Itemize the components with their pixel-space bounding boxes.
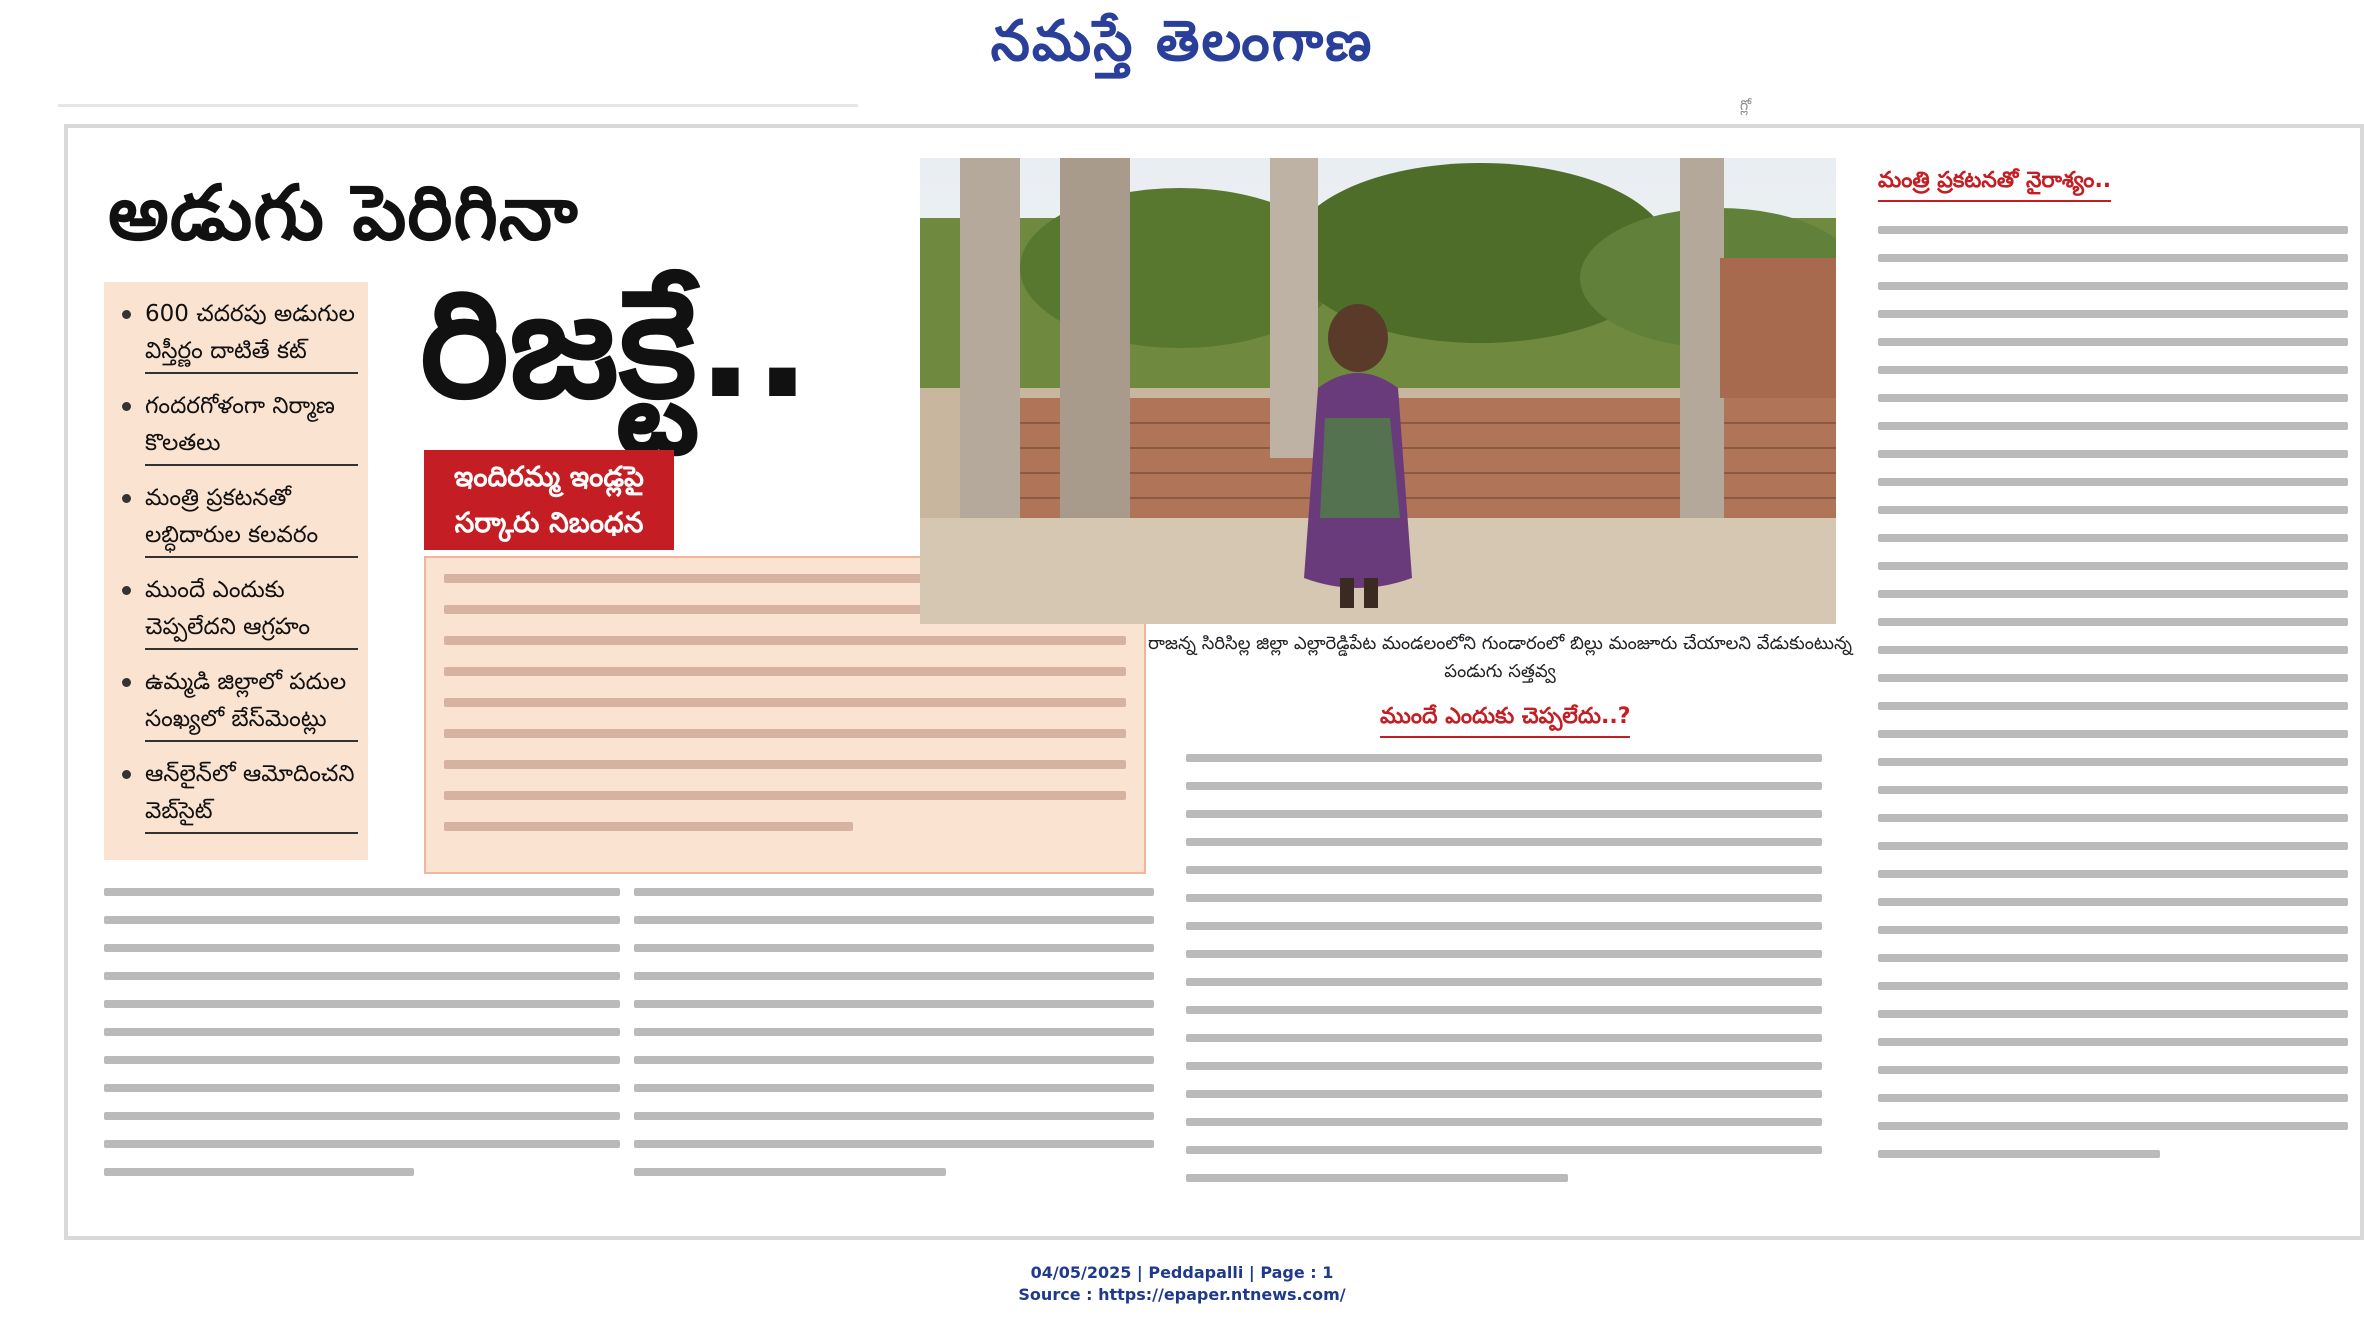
bullet-text: మంత్రి ప్రకటనతో లబ్ధిదారుల కలవరం	[145, 480, 358, 558]
text-line	[104, 1028, 620, 1036]
text-line	[1878, 646, 2348, 654]
bullet-dot-icon	[122, 770, 131, 779]
bullet-item	[122, 480, 358, 558]
text-line	[1186, 810, 1822, 818]
text-line	[104, 1112, 620, 1120]
text-line	[1878, 394, 2348, 402]
bullet-item	[122, 388, 358, 466]
text-line	[634, 1112, 1154, 1120]
bullet-dot-icon	[122, 494, 131, 503]
text-line	[104, 972, 620, 980]
text-line	[1878, 618, 2348, 626]
text-line	[1186, 950, 1822, 958]
text-line	[1878, 506, 2348, 514]
bullet-text: 600 చదరపు అడుగుల విస్తీర్ణం దాటితే కట్	[145, 296, 358, 374]
text-line	[1186, 866, 1822, 874]
text-line	[1878, 1122, 2348, 1130]
photo-image	[920, 158, 1836, 624]
bullet-item	[122, 756, 358, 834]
text-line	[444, 791, 1126, 800]
text-line	[1186, 1118, 1822, 1126]
bullet-item	[122, 296, 358, 374]
text-line	[634, 1056, 1154, 1064]
text-line	[634, 1028, 1154, 1036]
text-line	[1878, 422, 2348, 430]
text-line	[1878, 954, 2348, 962]
text-line	[1878, 366, 2348, 374]
text-line	[1186, 838, 1822, 846]
text-line	[1878, 674, 2348, 682]
bullet-text: ఆన్‌లైన్‌లో ఆమోదించని వెబ్‌సైట్	[145, 756, 358, 834]
footer-line1: 04/05/2025 | Peddapalli | Page : 1	[1030, 1263, 1334, 1282]
text-line	[444, 667, 1126, 676]
text-line	[104, 1140, 620, 1148]
headline-line2: రిజక్టే..	[420, 258, 811, 432]
text-line	[1878, 898, 2348, 906]
bullet-box	[104, 282, 368, 860]
text-line	[1186, 1006, 1822, 1014]
footer	[0, 1262, 2364, 1306]
text-line	[634, 972, 1154, 980]
text-line	[104, 916, 620, 924]
text-line	[1878, 450, 2348, 458]
text-line	[104, 1000, 620, 1008]
text-line	[1186, 922, 1822, 930]
badge	[424, 450, 674, 550]
text-line	[1878, 338, 2348, 346]
bullet-dot-icon	[122, 678, 131, 687]
text-line	[1878, 1094, 2348, 1102]
text-line	[1878, 1038, 2348, 1046]
text-line	[1186, 1090, 1822, 1098]
text-line	[1878, 1010, 2348, 1018]
text-line	[1878, 730, 2348, 738]
text-line	[1186, 1174, 1568, 1182]
text-line	[1186, 894, 1822, 902]
text-line	[1878, 282, 2348, 290]
headline-line1: అడుగు పెరిగినా	[108, 168, 579, 257]
subhead-right: మంత్రి ప్రకటనతో నైరాశ్యం..	[1878, 168, 2111, 202]
text-line	[634, 1168, 946, 1176]
text-line	[634, 1000, 1154, 1008]
bullet-text: ఉమ్మడి జిల్లాలో పదుల సంఖ్యలో బేస్‌మెంట్లు	[145, 664, 358, 742]
text-line	[1186, 1034, 1822, 1042]
text-line	[1878, 562, 2348, 570]
text-line	[1878, 842, 2348, 850]
bullet-item	[122, 572, 358, 650]
text-line	[444, 822, 853, 831]
text-line	[634, 1140, 1154, 1148]
text-line	[1878, 254, 2348, 262]
text-line	[104, 1056, 620, 1064]
text-line	[1878, 786, 2348, 794]
text-line	[1878, 982, 2348, 990]
bullet-dot-icon	[122, 310, 131, 319]
bullet-dot-icon	[122, 402, 131, 411]
text-line	[634, 916, 1154, 924]
text-line	[634, 888, 1154, 896]
masthead: నమస్తే తెలంగాణ	[990, 8, 1374, 74]
bullet-text: ముందే ఎందుకు చెప్పలేదని ఆగ్రహం	[145, 572, 358, 650]
badge-line2: సర్కారు నిబంధన	[454, 506, 644, 539]
text-line	[1186, 1146, 1822, 1154]
body-column-2	[634, 888, 1154, 1196]
badge-line1: ఇందిరమ్మ ఇండ్లపై	[454, 460, 644, 493]
text-line	[444, 636, 1126, 645]
text-line	[1878, 1150, 2160, 1158]
header-note: గ్లో	[1740, 98, 1752, 114]
news-photo	[920, 158, 1836, 624]
text-line	[1878, 590, 2348, 598]
text-line	[1186, 978, 1822, 986]
text-line	[444, 698, 1126, 707]
text-line	[1186, 754, 1822, 762]
photo-caption: రాజన్న సిరిసిల్ల జిల్లా ఎల్లారెడ్డిపేట మండలంలోని గుండారంలో బిల్లు మంజూరు చేయాలని వేడుకుంటున్న పండుగు సత్తవ్వ	[1148, 633, 1852, 682]
text-line	[1878, 814, 2348, 822]
text-line	[444, 729, 1126, 738]
body-column-3	[1186, 754, 1822, 1202]
text-line	[444, 760, 1126, 769]
text-line	[1878, 226, 2348, 234]
footer-line2: Source : https://epaper.ntnews.com/	[1018, 1285, 1346, 1304]
text-line	[104, 1084, 620, 1092]
text-line	[1878, 702, 2348, 710]
bullet-item	[122, 664, 358, 742]
text-line	[1878, 926, 2348, 934]
text-line	[1878, 758, 2348, 766]
text-line	[104, 944, 620, 952]
text-line	[634, 944, 1154, 952]
text-line	[1878, 1066, 2348, 1074]
text-line	[104, 888, 620, 896]
masthead-rule	[58, 104, 858, 107]
text-line	[634, 1084, 1154, 1092]
bullet-dot-icon	[122, 586, 131, 595]
subhead-middle: ముందే ఎందుకు చెప్పలేదు..?	[1380, 704, 1630, 738]
text-line	[1878, 870, 2348, 878]
text-line	[1878, 478, 2348, 486]
text-line	[1878, 534, 2348, 542]
text-line	[1878, 310, 2348, 318]
text-line	[104, 1168, 414, 1176]
body-column-4	[1878, 226, 2348, 1178]
body-column-1	[104, 888, 620, 1196]
text-line	[1186, 1062, 1822, 1070]
text-line	[1186, 782, 1822, 790]
bullet-text: గందరగోళంగా నిర్మాణ కొలతలు	[145, 388, 358, 466]
